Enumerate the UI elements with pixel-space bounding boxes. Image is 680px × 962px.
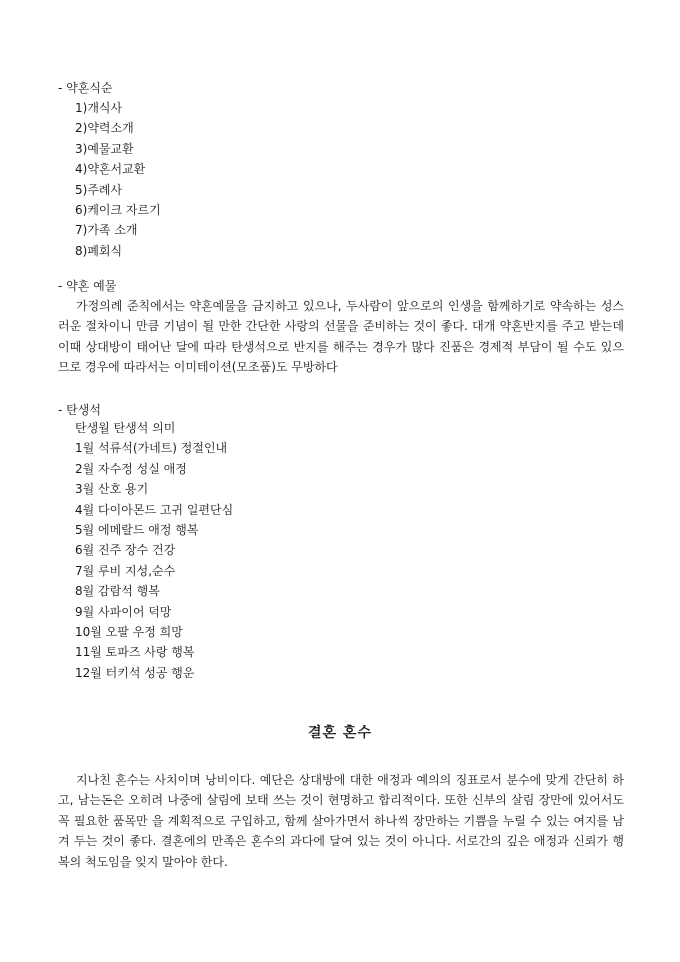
ceremony-heading: - 약혼식순 [58,81,113,95]
birthstone-item: 1월 석류석(가네트) 정절인내 [75,441,228,456]
birthstones-header-row: 탄생월 탄생석 의미 [75,421,176,435]
gifts-heading: - 약혼 예물 [58,279,117,293]
wedding-paragraph: 지나친 혼수는 사치이며 낭비이다. 예단은 상대방에 대한 애정과 예의의 징표로서 분수에 맞게 간단히 하고, 남는돈은 오히려 나중에 살림에 보태 쓰는 것이 현명하고 합리적이다. 또한 신부의 살림 장만에 있어서도 꼭 필요한 품목만 을 계획적으로 구입하고, 함께 살아가면서 하나씩 장만하는 기쁨을 누릴 수 있는 여지를 남겨 두는 것이 좋다. 결혼에의 만족은 혼수의 과다에 달여 있는 것이 아니다. 서로간의 깊은 애정과 신뢰가 행복의 척도임을 잊지 말아야 한다. [58,773,624,869]
ceremony-item: 7)가족 소개 [75,223,138,238]
birthstone-item: 2월 자수정 성실 애정 [75,461,187,476]
birthstone-item: 3월 산호 용기 [75,482,149,497]
gifts-paragraph: 가정의례 준칙에서는 약혼예물을 금지하고 있으나, 두사람이 앞으로의 인생을 함께하기로 약속하는 성스러운 절차이니 만큼 기념이 될 만한 간단한 사랑의 선물을 준비하는 것이 좋다. 대개 약혼반지를 주고 받는데 이때 상대방이 태어난 달에 따라 탄생석으로 반지를 해주는 경우가 많다 진품은 경제적 부담이 될 수도 있으므로 경우에 따라서는 이미테이션(모조품)도 무방하다 [58,299,624,375]
ceremony-item: 2)약력소개 [75,121,134,136]
birthstone-item: 12월 터키석 성공 행운 [75,665,195,680]
birthstones-heading: - 탄생석 [58,403,101,417]
ceremony-item: 8)폐회식 [75,243,123,258]
birthstone-item: 11월 토파즈 사랑 행복 [75,645,195,660]
birthstone-item: 9월 사파이어 덕망 [75,604,172,619]
birthstone-item: 10월 오팔 우정 희망 [75,624,183,639]
ceremony-item: 1)개식사 [75,101,123,115]
birthstones-list [75,418,233,683]
birthstone-item: 8월 감람석 행복 [75,584,160,599]
birthstone-item: 5월 에메랄드 애정 행복 [75,522,199,537]
birthstone-item: 4월 다이아몬드 고귀 일편단심 [75,502,234,517]
ceremony-item: 4)약혼서교환 [75,162,146,177]
wedding-title: 결혼 혼수 [308,725,372,741]
ceremony-item: 3)예물교환 [75,141,134,156]
birthstone-item: 7월 루비 지성,순수 [75,563,176,578]
ceremony-item: 5)주례사 [75,182,123,197]
birthstone-item: 6월 진주 장수 건강 [75,543,176,558]
ceremony-item: 6)케이크 자르기 [75,202,161,217]
ceremony-list [75,98,161,261]
